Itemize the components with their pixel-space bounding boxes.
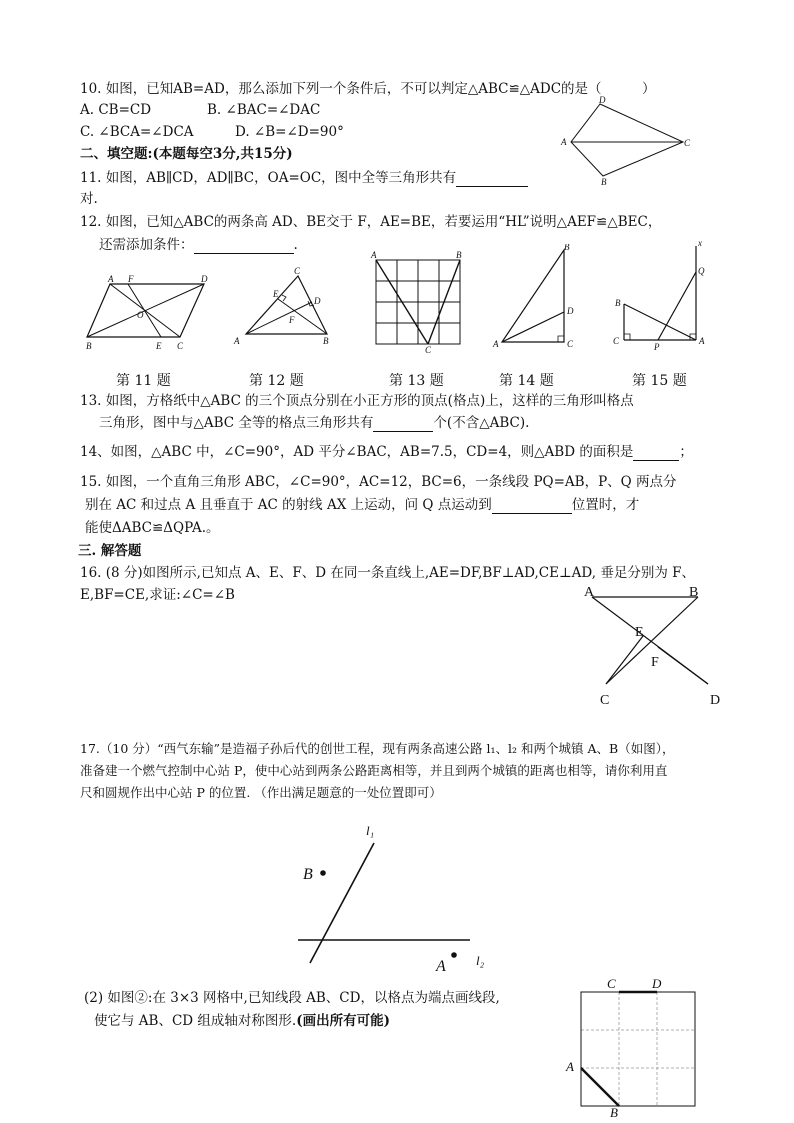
fig15 [609, 236, 709, 352]
q12-line1: 12. 如图，已知△ABC的两条高 AD、BE交于 F，AE=BE，若要运用“HL”说明△AEF≌△BEC， [80, 214, 662, 230]
q10-option-b: B. ∠BAC=∠DAC [207, 102, 321, 118]
q13-answer-blank[interactable] [373, 417, 433, 432]
svg-text:E: E [635, 625, 644, 640]
svg-text:l₁: l₁ [366, 823, 375, 838]
svg-text:F: F [289, 315, 295, 325]
svg-text:A: A [234, 336, 240, 346]
q10-label-b: B [601, 177, 607, 186]
svg-text:C: C [177, 341, 184, 351]
fig17b-grid [560, 972, 700, 1120]
q10-option-c: C. ∠BCA=∠DCA [80, 124, 194, 140]
q11-line2: 对. [80, 191, 98, 207]
svg-text:B: B [86, 341, 92, 351]
svg-text:A: A [436, 958, 446, 975]
svg-text:A: A [371, 250, 377, 260]
svg-text:C: C [425, 345, 432, 354]
q10-label-d: D [599, 96, 606, 105]
svg-text:D: D [314, 296, 321, 306]
svg-text:B: B [456, 250, 462, 260]
q15-answer-blank[interactable] [492, 499, 572, 514]
svg-text:F: F [651, 655, 659, 670]
svg-text:Q: Q [698, 266, 705, 276]
q10-stem: 10. 如图，已知AB=AD，那么添加下列一个条件后，不可以判定△ABC≌△ADC的是（ ） [80, 81, 656, 97]
svg-text:F: F [128, 274, 134, 284]
q12-line2: 还需添加条件： . [99, 237, 298, 253]
fig12 [232, 264, 342, 349]
svg-text:D: D [201, 274, 208, 284]
q15-line3: 能使ΔABC≌ΔQPA.。 [85, 520, 220, 536]
svg-text:D: D [652, 976, 662, 991]
q11-line1: 11. 如图，AB∥CD，AD∥BC，OA=OC，图中全等三角形共有 [80, 169, 528, 187]
fig14 [488, 244, 583, 352]
svg-text:B: B [564, 244, 570, 252]
svg-text:x: x [698, 238, 702, 248]
q17-line1: 17.（10 分）“西气东输”是造福子孙后代的创世工程，现有两条高速公路 l₁、l₂ 和两个城镇 A、B（如图）， [80, 741, 675, 756]
svg-text:B: B [323, 336, 329, 346]
svg-text:C: C [294, 266, 301, 276]
svg-text:C: C [600, 693, 610, 708]
svg-text:A: A [108, 274, 114, 284]
caption-q11: 第 11 题 [116, 373, 171, 389]
caption-q15: 第 15 题 [632, 373, 687, 389]
q14-answer-blank[interactable] [633, 446, 679, 461]
q10-option-a: A. CB=CD [80, 102, 152, 118]
fig17 [290, 815, 490, 975]
q17-line2: 准备建一个燃气控制中心站 P，使中心站到两条公路距离相等，并且到两个城镇的距离也相等，请你利用直 [80, 763, 668, 778]
svg-text:D: D [710, 693, 721, 708]
section-2-heading: 二、填空题:(本题每空3分,共15分) [80, 146, 293, 162]
svg-text:P: P [654, 342, 660, 352]
svg-text:B: B [303, 866, 313, 883]
svg-text:B: B [610, 1105, 618, 1120]
fig13 [366, 250, 466, 354]
svg-text:C: C [613, 336, 620, 346]
caption-q12: 第 12 题 [249, 373, 304, 389]
svg-text:C: C [607, 976, 616, 991]
svg-text:C: C [567, 339, 574, 349]
svg-text:D: D [567, 306, 574, 316]
q10-option-d: D. ∠B=∠D=90° [235, 124, 344, 140]
q12-answer-blank[interactable] [194, 239, 294, 254]
svg-text:E: E [156, 341, 162, 351]
q10-figure [555, 96, 690, 186]
q15-line2: 别在 AC 和过点 A 且垂直于 AC 的射线 AX 上运动，问 Q 点运动到 位置时，才 [85, 497, 640, 513]
fig16 [578, 580, 728, 710]
q10-label-a: A [561, 137, 567, 147]
q16-line2: E,BF=CE,求证:∠C=∠B [80, 587, 235, 603]
q10-label-c: C [684, 138, 690, 148]
svg-text:B: B [689, 585, 699, 600]
svg-text:l₂: l₂ [476, 953, 485, 968]
caption-q14: 第 14 题 [499, 373, 554, 389]
svg-text:A: A [699, 336, 705, 346]
svg-text:O: O [137, 310, 144, 320]
q17b-line2: 使它与 AB、CD 组成轴对称图形.(画出所有可能) [94, 1013, 390, 1029]
svg-text:E: E [273, 289, 279, 299]
svg-text:B: B [615, 298, 621, 308]
svg-text:A: A [493, 339, 499, 349]
q11-answer-blank[interactable] [456, 172, 528, 187]
caption-q13: 第 13 题 [389, 373, 444, 389]
section-3-heading: 三. 解答题 [78, 543, 142, 559]
q14-line: 14、如图，△ABC 中，∠C=90°，AD 平分∠BAC，AB=7.5，CD=4，则△ABD 的面积是 ； [80, 444, 693, 460]
fig11 [84, 272, 214, 352]
q17b-line1: (2) 如图②:在 3×3 网格中,已知线段 AB、CD，以格点为端点画线段, [84, 990, 500, 1006]
q17-line3: 尺和圆规作出中心站 P 的位置. （作出满足题意的一处位置即可） [80, 785, 442, 800]
svg-text:A: A [566, 1059, 574, 1074]
svg-text:A: A [584, 585, 595, 600]
q13-line2: 三角形，图中与△ABC 全等的格点三角形共有 个(不含△ABC). [99, 415, 530, 431]
q16-line1: 16. (8 分)如图所示,已知点 A、E、F、D 在同一条直线上,AE=DF,BF⊥AD,CE⊥AD, 垂足分别为 F、 [80, 565, 696, 581]
q13-line1: 13. 如图，方格纸中△ABC 的三个顶点分别在小正方形的顶点(格点)上，这样的三角形叫格点 [80, 393, 634, 409]
q15-line1: 15. 如图，一个直角三角形 ABC，∠C=90°，AC=12，BC=6，一条线段 PQ=AB，P、Q 两点分 [80, 474, 677, 490]
